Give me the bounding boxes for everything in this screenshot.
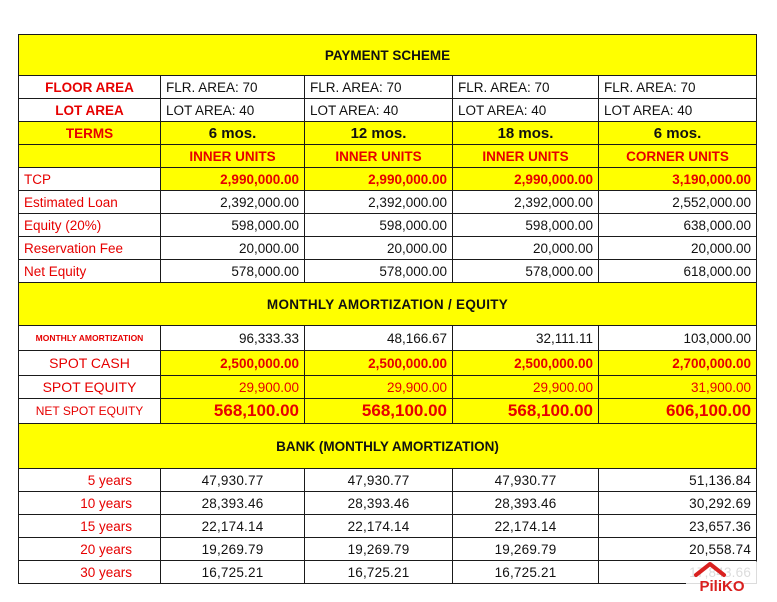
tcp-row (19, 168, 757, 191)
floor-area-cell: FLR. AREA: 70 (599, 76, 757, 99)
monthly-amortization-cell: 96,333.33 (161, 326, 305, 351)
bank-cell: 22,174.14 (305, 515, 453, 538)
bank-cell: 20,558.74 (599, 538, 757, 561)
spot-equity-row (19, 376, 757, 399)
lot-area-label: LOT AREA (19, 99, 161, 122)
bank-cell: 22,174.14 (161, 515, 305, 538)
net-equity-cell: 578,000.00 (161, 260, 305, 283)
reservation-fee-cell: 20,000.00 (453, 237, 599, 260)
estimated-loan-row (19, 191, 757, 214)
tcp-cell: 2,990,000.00 (305, 168, 453, 191)
estimated-loan-label: Estimated Loan (19, 191, 161, 214)
net-spot-equity-cell: 568,100.00 (453, 399, 599, 424)
spot-cash-cell: 2,500,000.00 (305, 351, 453, 376)
net-equity-cell: 578,000.00 (453, 260, 599, 283)
bank-cell: 47,930.77 (161, 469, 305, 492)
piliko-watermark (686, 561, 758, 597)
term-cell: 18 mos. (453, 122, 599, 145)
bank-cell: 22,174.14 (453, 515, 599, 538)
payment-scheme-table (18, 34, 757, 584)
monthly-amortization-header-row (19, 283, 757, 326)
equity-cell: 598,000.00 (453, 214, 599, 237)
net-equity-cell: 578,000.00 (305, 260, 453, 283)
bank-years-label: 5 years (19, 469, 161, 492)
estimated-loan-cell: 2,392,000.00 (453, 191, 599, 214)
bank-years-label: 15 years (19, 515, 161, 538)
spot-cash-cell: 2,500,000.00 (453, 351, 599, 376)
equity-label: Equity (20%) (19, 214, 161, 237)
equity-cell: 598,000.00 (305, 214, 453, 237)
equity-cell: 598,000.00 (161, 214, 305, 237)
bank-cell: 28,393.46 (453, 492, 599, 515)
term-cell: 6 mos. (599, 122, 757, 145)
bank-cell: 19,269.79 (453, 538, 599, 561)
bank-cell: 16,725.21 (161, 561, 305, 584)
bank-years-label: 30 years (19, 561, 161, 584)
bank-row (19, 538, 757, 561)
bank-row (19, 515, 757, 538)
unit-type-cell: INNER UNITS (453, 145, 599, 168)
tcp-cell: 3,190,000.00 (599, 168, 757, 191)
watermark-text: PiliKO (699, 578, 745, 595)
term-cell: 12 mos. (305, 122, 453, 145)
net-spot-equity-row (19, 399, 757, 424)
spot-equity-label: SPOT EQUITY (19, 376, 161, 399)
spot-equity-cell: 29,900.00 (305, 376, 453, 399)
net-spot-equity-label: NET SPOT EQUITY (19, 399, 161, 424)
term-cell: 6 mos. (161, 122, 305, 145)
bank-cell: 51,136.84 (599, 469, 757, 492)
estimated-loan-cell: 2,552,000.00 (599, 191, 757, 214)
net-spot-equity-cell: 568,100.00 (161, 399, 305, 424)
lot-area-cell: LOT AREA: 40 (161, 99, 305, 122)
floor-area-cell: FLR. AREA: 70 (161, 76, 305, 99)
payment-scheme-title: PAYMENT SCHEME (19, 35, 757, 76)
lot-area-cell: LOT AREA: 40 (453, 99, 599, 122)
unit-type-label-blank (19, 145, 161, 168)
reservation-fee-cell: 20,000.00 (599, 237, 757, 260)
bank-cell: 23,657.36 (599, 515, 757, 538)
spot-equity-cell: 31,900.00 (599, 376, 757, 399)
bank-cell: 16,725.21 (453, 561, 599, 584)
bank-cell: 47,930.77 (453, 469, 599, 492)
terms-label: TERMS (19, 122, 161, 145)
unit-type-cell: INNER UNITS (305, 145, 453, 168)
floor-area-cell: FLR. AREA: 70 (453, 76, 599, 99)
net-spot-equity-cell: 606,100.00 (599, 399, 757, 424)
monthly-amortization-row (19, 326, 757, 351)
terms-row (19, 122, 757, 145)
equity-cell: 638,000.00 (599, 214, 757, 237)
reservation-fee-label: Reservation Fee (19, 237, 161, 260)
monthly-amortization-cell: 48,166.67 (305, 326, 453, 351)
monthly-amortization-cell: 103,000.00 (599, 326, 757, 351)
spot-equity-cell: 29,900.00 (453, 376, 599, 399)
tcp-label: TCP (19, 168, 161, 191)
floor-area-label: FLOOR AREA (19, 76, 161, 99)
bank-title: BANK (MONTHLY AMORTIZATION) (19, 424, 757, 469)
reservation-fee-cell: 20,000.00 (305, 237, 453, 260)
monthly-amortization-title: MONTHLY AMORTIZATION / EQUITY (19, 283, 757, 326)
bank-cell: 47,930.77 (305, 469, 453, 492)
floor-area-cell: FLR. AREA: 70 (305, 76, 453, 99)
net-equity-row (19, 260, 757, 283)
unit-type-cell: CORNER UNITS (599, 145, 757, 168)
net-equity-cell: 618,000.00 (599, 260, 757, 283)
estimated-loan-cell: 2,392,000.00 (161, 191, 305, 214)
lot-area-row (19, 99, 757, 122)
bank-cell: 16,725.21 (305, 561, 453, 584)
bank-years-label: 20 years (19, 538, 161, 561)
spot-equity-cell: 29,900.00 (161, 376, 305, 399)
estimated-loan-cell: 2,392,000.00 (305, 191, 453, 214)
spot-cash-cell: 2,700,000.00 (599, 351, 757, 376)
bank-cell: 28,393.46 (161, 492, 305, 515)
bank-row (19, 492, 757, 515)
bank-cell: 30,292.69 (599, 492, 757, 515)
floor-area-row (19, 76, 757, 99)
bank-years-label: 10 years (19, 492, 161, 515)
bank-row (19, 469, 757, 492)
monthly-amortization-label: MONTHLY AMORTIZATION (19, 326, 161, 351)
tcp-cell: 2,990,000.00 (453, 168, 599, 191)
unit-type-cell: INNER UNITS (161, 145, 305, 168)
spot-cash-row (19, 351, 757, 376)
house-roof-icon (686, 561, 758, 597)
bank-row (19, 561, 757, 584)
bank-cell: 28,393.46 (305, 492, 453, 515)
lot-area-cell: LOT AREA: 40 (599, 99, 757, 122)
equity-row (19, 214, 757, 237)
reservation-fee-row (19, 237, 757, 260)
net-equity-label: Net Equity (19, 260, 161, 283)
bank-cell: 19,269.79 (305, 538, 453, 561)
reservation-fee-cell: 20,000.00 (161, 237, 305, 260)
payment-scheme-header-row (19, 35, 757, 76)
bank-cell: 19,269.79 (161, 538, 305, 561)
bank-header-row (19, 424, 757, 469)
monthly-amortization-cell: 32,111.11 (453, 326, 599, 351)
tcp-cell: 2,990,000.00 (161, 168, 305, 191)
unit-type-row (19, 145, 757, 168)
spot-cash-cell: 2,500,000.00 (161, 351, 305, 376)
net-spot-equity-cell: 568,100.00 (305, 399, 453, 424)
lot-area-cell: LOT AREA: 40 (305, 99, 453, 122)
spot-cash-label: SPOT CASH (19, 351, 161, 376)
